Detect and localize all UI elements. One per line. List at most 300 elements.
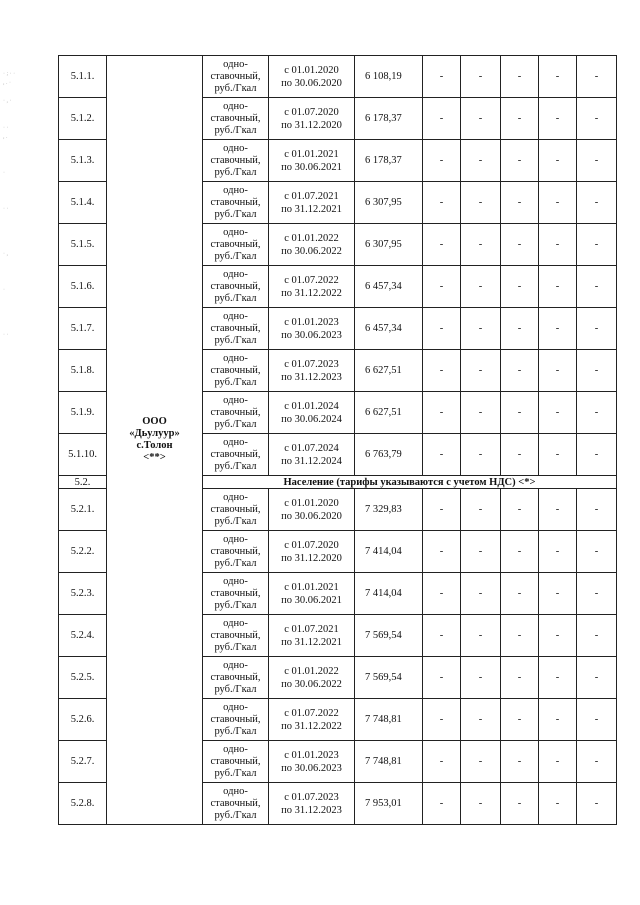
tariff-unit (203, 531, 269, 573)
tariff-unit (203, 182, 269, 224)
tariff-value-text: 6 307,95 (365, 197, 402, 208)
dash-text: - (594, 239, 599, 250)
dash-text: - (478, 714, 483, 725)
dash-text: - (439, 71, 444, 82)
tariff-value-text: 7 414,04 (365, 546, 402, 557)
tariff-value-text: 6 178,37 (365, 155, 402, 166)
tariff-value (355, 182, 423, 224)
tariff-value-text: 7 748,81 (365, 714, 402, 725)
empty-cell-dash (577, 489, 617, 531)
empty-cell-dash (501, 741, 539, 783)
tariff-value-text: 6 307,95 (365, 239, 402, 250)
dash-text: - (594, 714, 599, 725)
empty-cell-dash (501, 489, 539, 531)
period-from: с 01.01.2022 (284, 665, 339, 677)
tariff-unit (203, 615, 269, 657)
tariff-unit (203, 266, 269, 308)
dash-text: - (555, 407, 560, 418)
empty-cell-dash (501, 657, 539, 699)
empty-cell-dash (423, 98, 461, 140)
empty-cell-dash (501, 783, 539, 825)
tariff-value-text: 6 627,51 (365, 365, 402, 376)
empty-cell-dash (501, 615, 539, 657)
empty-cell-dash (539, 699, 577, 741)
tariff-unit (203, 56, 269, 98)
dash-text: - (439, 504, 444, 515)
empty-cell-dash (423, 489, 461, 531)
tariff-value-text: 7 329,83 (365, 504, 402, 515)
empty-cell-dash (577, 657, 617, 699)
dash-text: - (439, 407, 444, 418)
tariff-table (58, 55, 617, 825)
period-from: с 01.07.2020 (284, 539, 339, 551)
unit-text-line: ставочный, (210, 713, 261, 725)
tariff-value (355, 615, 423, 657)
dash-text: - (594, 197, 599, 208)
tariff-value (355, 266, 423, 308)
dash-text: - (439, 546, 444, 557)
unit-text-line: руб./Гкал (214, 334, 257, 346)
empty-cell-dash (423, 434, 461, 476)
period-to: по 30.06.2021 (281, 594, 342, 606)
period-to: по 31.12.2020 (281, 119, 342, 131)
dash-text: - (594, 281, 599, 292)
tariff-unit (203, 434, 269, 476)
unit-text-line: руб./Гкал (214, 557, 257, 569)
period-from: с 01.07.2022 (284, 707, 339, 719)
period-to: по 30.06.2020 (281, 510, 342, 522)
unit-text-line: ставочный, (210, 238, 261, 250)
empty-cell-dash (539, 741, 577, 783)
empty-cell-dash (461, 531, 501, 573)
unit-text-line: руб./Гкал (214, 82, 257, 94)
tariff-period (269, 434, 355, 476)
unit-text-line: руб./Гкал (214, 683, 257, 695)
row-number (59, 741, 107, 783)
dash-text: - (439, 281, 444, 292)
row-number-text: 5.1.4. (70, 197, 95, 208)
unit-text-line: ставочный, (210, 322, 261, 334)
period-to: по 30.06.2022 (281, 678, 342, 690)
period-from: с 01.01.2023 (284, 749, 339, 761)
empty-cell-dash (577, 741, 617, 783)
tariff-value-text: 6 763,79 (365, 449, 402, 460)
dash-text: - (594, 407, 599, 418)
empty-cell-dash (577, 224, 617, 266)
dash-text: - (439, 197, 444, 208)
dash-text: - (439, 714, 444, 725)
tariff-unit (203, 392, 269, 434)
unit-text-line: ставочный, (210, 671, 261, 683)
tariff-value-text: 6 178,37 (365, 113, 402, 124)
empty-cell-dash (461, 56, 501, 98)
unit-text-line: ставочный, (210, 448, 261, 460)
tariff-value (355, 741, 423, 783)
unit-text-line: руб./Гкал (214, 641, 257, 653)
empty-cell-dash (539, 350, 577, 392)
empty-cell-dash (577, 615, 617, 657)
empty-cell-dash (539, 56, 577, 98)
tariff-value (355, 224, 423, 266)
organization-cell (107, 56, 203, 825)
unit-text-line: одно- (223, 575, 248, 587)
dash-text: - (594, 365, 599, 376)
dash-text: - (439, 630, 444, 641)
dash-text: - (594, 155, 599, 166)
row-number-text: 5.1.6. (70, 281, 95, 292)
empty-cell-dash (501, 182, 539, 224)
row-number (59, 573, 107, 615)
tariff-period (269, 392, 355, 434)
unit-text-line: одно- (223, 184, 248, 196)
dash-text: - (594, 798, 599, 809)
period-from: с 01.01.2020 (284, 497, 339, 509)
empty-cell-dash (461, 699, 501, 741)
period-from: с 01.01.2024 (284, 400, 339, 412)
tariff-period (269, 657, 355, 699)
empty-cell-dash (423, 615, 461, 657)
period-from: с 01.01.2022 (284, 232, 339, 244)
period-to: по 30.06.2024 (281, 413, 342, 425)
unit-text-line: руб./Гкал (214, 166, 257, 178)
unit-text-line: ставочный, (210, 154, 261, 166)
row-number (59, 350, 107, 392)
period-to: по 31.12.2021 (281, 203, 342, 215)
row-number-text: 5.2.1. (70, 504, 95, 515)
section-title (203, 476, 617, 489)
dash-text: - (517, 113, 522, 124)
empty-cell-dash (539, 182, 577, 224)
empty-cell-dash (423, 308, 461, 350)
unit-text-line: ставочный, (210, 587, 261, 599)
row-number-text: 5.1.1. (70, 71, 95, 82)
empty-cell-dash (423, 182, 461, 224)
empty-cell-dash (539, 140, 577, 182)
empty-cell-dash (461, 266, 501, 308)
dash-text: - (478, 798, 483, 809)
dash-text: - (478, 407, 483, 418)
tariff-period (269, 783, 355, 825)
tariff-value-text: 7 748,81 (365, 756, 402, 767)
period-to: по 31.12.2023 (281, 804, 342, 816)
dash-text: - (439, 365, 444, 376)
organization-name-line: «Дьулуур» (129, 428, 180, 439)
scan-margin-noise: · ; · · , . · · , · · · , . · · · · , · · · (3, 71, 16, 338)
dash-text: - (555, 798, 560, 809)
row-number-text: 5.1.10. (68, 449, 97, 460)
empty-cell-dash (501, 392, 539, 434)
dash-text: - (555, 323, 560, 334)
period-from: с 01.01.2023 (284, 316, 339, 328)
unit-text-line: одно- (223, 701, 248, 713)
tariff-unit (203, 741, 269, 783)
unit-text-line: одно- (223, 785, 248, 797)
tariff-value (355, 657, 423, 699)
empty-cell-dash (501, 308, 539, 350)
unit-text-line: руб./Гкал (214, 725, 257, 737)
empty-cell-dash (423, 392, 461, 434)
tariff-unit (203, 573, 269, 615)
empty-cell-dash (501, 573, 539, 615)
unit-text-line: ставочный, (210, 364, 261, 376)
dash-text: - (478, 546, 483, 557)
empty-cell-dash (423, 657, 461, 699)
unit-text-line: одно- (223, 491, 248, 503)
dash-text: - (478, 239, 483, 250)
tariff-period (269, 741, 355, 783)
dash-text: - (478, 71, 483, 82)
tariff-unit (203, 350, 269, 392)
empty-cell-dash (539, 531, 577, 573)
empty-cell-dash (461, 657, 501, 699)
tariff-unit (203, 657, 269, 699)
dash-text: - (478, 504, 483, 515)
dash-text: - (555, 281, 560, 292)
period-from: с 01.07.2021 (284, 190, 339, 202)
unit-text-line: руб./Гкал (214, 376, 257, 388)
period-to: по 30.06.2020 (281, 77, 342, 89)
unit-text-line: руб./Гкал (214, 418, 257, 430)
tariff-period (269, 140, 355, 182)
unit-text-line: одно- (223, 659, 248, 671)
empty-cell-dash (461, 308, 501, 350)
dash-text: - (555, 504, 560, 515)
tariff-unit (203, 699, 269, 741)
unit-text-line: ставочный, (210, 70, 261, 82)
dash-text: - (555, 588, 560, 599)
period-to: по 30.06.2022 (281, 245, 342, 257)
row-number (59, 224, 107, 266)
unit-text-line: руб./Гкал (214, 767, 257, 779)
tariff-value (355, 392, 423, 434)
unit-text-line: руб./Гкал (214, 124, 257, 136)
period-from: с 01.07.2021 (284, 623, 339, 635)
dash-text: - (555, 672, 560, 683)
row-number-text: 5.1.7. (70, 323, 95, 334)
dash-text: - (478, 630, 483, 641)
dash-text: - (555, 546, 560, 557)
empty-cell-dash (539, 783, 577, 825)
section-number-text: 5.2. (74, 476, 91, 488)
tariff-value (355, 56, 423, 98)
unit-text-line: ставочный, (210, 112, 261, 124)
tariff-period (269, 573, 355, 615)
empty-cell-dash (423, 350, 461, 392)
dash-text: - (517, 630, 522, 641)
tariff-value (355, 783, 423, 825)
tariff-period (269, 350, 355, 392)
tariff-period (269, 266, 355, 308)
row-number (59, 489, 107, 531)
row-number (59, 308, 107, 350)
dash-text: - (439, 239, 444, 250)
unit-text-line: одно- (223, 394, 248, 406)
unit-text-line: ставочный, (210, 503, 261, 515)
row-number-text: 5.1.9. (70, 407, 95, 418)
unit-text-line: одно- (223, 58, 248, 70)
dash-text: - (517, 281, 522, 292)
tariff-period (269, 489, 355, 531)
empty-cell-dash (539, 266, 577, 308)
dash-text: - (517, 407, 522, 418)
empty-cell-dash (461, 224, 501, 266)
dash-text: - (478, 588, 483, 599)
tariff-value (355, 98, 423, 140)
empty-cell-dash (423, 56, 461, 98)
empty-cell-dash (461, 615, 501, 657)
period-from: с 01.01.2020 (284, 64, 339, 76)
row-number-text: 5.2.2. (70, 546, 95, 557)
dash-text: - (555, 71, 560, 82)
empty-cell-dash (577, 699, 617, 741)
tariff-value-text: 7 569,54 (365, 630, 402, 641)
tariff-period (269, 699, 355, 741)
unit-text-line: одно- (223, 352, 248, 364)
row-number (59, 615, 107, 657)
empty-cell-dash (461, 434, 501, 476)
dash-text: - (439, 155, 444, 166)
unit-text-line: одно- (223, 142, 248, 154)
empty-cell-dash (501, 224, 539, 266)
tariff-value-text: 7 953,01 (365, 798, 402, 809)
unit-text-line: одно- (223, 533, 248, 545)
empty-cell-dash (577, 392, 617, 434)
empty-cell-dash (577, 266, 617, 308)
row-number-text: 5.2.6. (70, 714, 95, 725)
tariff-unit (203, 489, 269, 531)
dash-text: - (517, 71, 522, 82)
tariff-period (269, 308, 355, 350)
row-number-text: 5.1.3. (70, 155, 95, 166)
tariff-unit (203, 98, 269, 140)
unit-text-line: руб./Гкал (214, 460, 257, 472)
tariff-value (355, 308, 423, 350)
dash-text: - (517, 714, 522, 725)
empty-cell-dash (577, 531, 617, 573)
period-to: по 30.06.2023 (281, 762, 342, 774)
dash-text: - (555, 155, 560, 166)
period-to: по 31.12.2020 (281, 552, 342, 564)
dash-text: - (478, 281, 483, 292)
empty-cell-dash (461, 573, 501, 615)
empty-cell-dash (423, 266, 461, 308)
row-number (59, 392, 107, 434)
empty-cell-dash (501, 350, 539, 392)
tariff-value (355, 489, 423, 531)
dash-text: - (439, 756, 444, 767)
dash-text: - (517, 239, 522, 250)
empty-cell-dash (501, 434, 539, 476)
dash-text: - (517, 588, 522, 599)
empty-cell-dash (539, 392, 577, 434)
empty-cell-dash (501, 699, 539, 741)
dash-text: - (594, 756, 599, 767)
period-from: с 01.01.2021 (284, 148, 339, 160)
dash-text: - (594, 630, 599, 641)
empty-cell-dash (423, 531, 461, 573)
empty-cell-dash (461, 140, 501, 182)
tariff-unit (203, 224, 269, 266)
empty-cell-dash (461, 783, 501, 825)
dash-text: - (594, 449, 599, 460)
row-number (59, 266, 107, 308)
tariff-value-text: 7 414,04 (365, 588, 402, 599)
row-number-text: 5.2.4. (70, 630, 95, 641)
tariff-value-text: 6 457,34 (365, 281, 402, 292)
empty-cell-dash (501, 98, 539, 140)
period-from: с 01.07.2023 (284, 358, 339, 370)
unit-text-line: одно- (223, 310, 248, 322)
empty-cell-dash (577, 56, 617, 98)
dash-text: - (478, 155, 483, 166)
unit-text-line: ставочный, (210, 797, 261, 809)
empty-cell-dash (461, 98, 501, 140)
unit-text-line: одно- (223, 268, 248, 280)
empty-cell-dash (577, 98, 617, 140)
tariff-period (269, 224, 355, 266)
unit-text-line: одно- (223, 617, 248, 629)
unit-text-line: одно- (223, 436, 248, 448)
tariff-unit (203, 783, 269, 825)
dash-text: - (594, 113, 599, 124)
tariff-row (59, 56, 617, 98)
empty-cell-dash (423, 741, 461, 783)
tariff-period (269, 531, 355, 573)
tariff-value (355, 573, 423, 615)
tariff-period (269, 56, 355, 98)
tariff-value-text: 6 627,51 (365, 407, 402, 418)
dash-text: - (517, 504, 522, 515)
dash-text: - (478, 756, 483, 767)
dash-text: - (517, 798, 522, 809)
dash-text: - (439, 798, 444, 809)
period-from: с 01.01.2021 (284, 581, 339, 593)
dash-text: - (478, 449, 483, 460)
dash-text: - (555, 197, 560, 208)
dash-text: - (555, 449, 560, 460)
unit-text-line: ставочный, (210, 406, 261, 418)
dash-text: - (594, 323, 599, 334)
dash-text: - (478, 113, 483, 124)
unit-text-line: ставочный, (210, 755, 261, 767)
period-to: по 31.12.2022 (281, 720, 342, 732)
empty-cell-dash (539, 308, 577, 350)
row-number (59, 699, 107, 741)
unit-text-line: руб./Гкал (214, 515, 257, 527)
organization-name-line: с.Толон (136, 440, 173, 451)
row-number-text: 5.1.5. (70, 239, 95, 250)
unit-text-line: одно- (223, 743, 248, 755)
empty-cell-dash (577, 434, 617, 476)
unit-text-line: руб./Гкал (214, 599, 257, 611)
unit-text-line: ставочный, (210, 629, 261, 641)
period-from: с 01.07.2023 (284, 791, 339, 803)
unit-text-line: одно- (223, 100, 248, 112)
empty-cell-dash (423, 140, 461, 182)
unit-text-line: ставочный, (210, 545, 261, 557)
period-from: с 01.07.2020 (284, 106, 339, 118)
tariff-value-text: 6 108,19 (365, 71, 402, 82)
dash-text: - (594, 672, 599, 683)
empty-cell-dash (577, 783, 617, 825)
empty-cell-dash (423, 573, 461, 615)
row-number (59, 98, 107, 140)
dash-text: - (517, 672, 522, 683)
dash-text: - (555, 714, 560, 725)
period-to: по 30.06.2021 (281, 161, 342, 173)
empty-cell-dash (501, 266, 539, 308)
row-number-text: 5.2.7. (70, 756, 95, 767)
